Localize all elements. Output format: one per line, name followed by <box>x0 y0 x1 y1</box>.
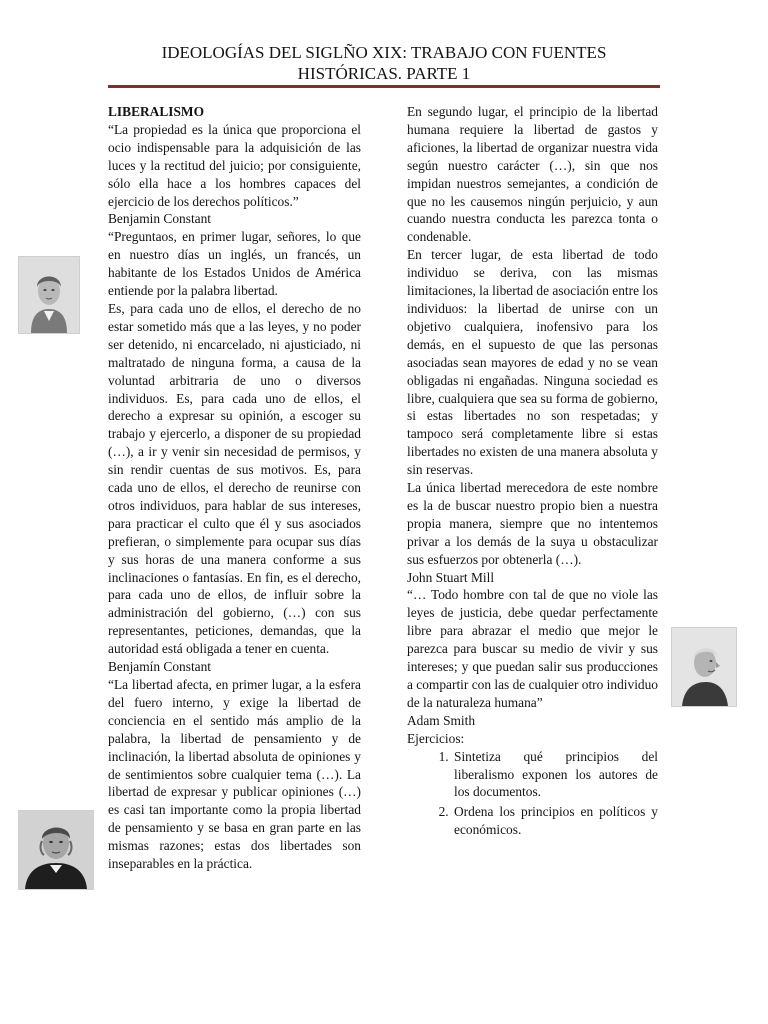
quote-liberty-rights: Es, para cada uno de ellos, el derecho de no estar sometido más que a las leyes, y no poder ser detenido, ni encarcelado, ni ajusticiado, ni maltratado de ninguna forma, a causa de la voluntad arbitraria de uno o diversos individuos. Es, para cada uno de ellos, el derecho a expresar su opinión, a escoger su trabajo y ejercerlo, a disponer de su propiedad (…), a ir y venir sin necesidad de permisos, y sin rendir cuentas de sus motivos. Es, para cada uno de ellos, el derecho de reunirse con otros individuos, para hablar de sus intereses, para practicar el culto que él y sus asociados prefieran, o simplemente para ocupar sus días y sus horas de una manera conforme a sus inclinaciones o fantasías. En fin, es el derecho, para cada uno de ellos, de influir sobre la administración del gobierno, (…) con sus representantes, peticiones, demandas, que la autoridad está obligada a tener en cuenta. <box>108 300 361 657</box>
title-divider <box>108 85 660 88</box>
exercise-item: 1. Sintetiza qué principios del liberalismo exponen los autores de los documentos. <box>452 748 658 802</box>
left-column <box>108 103 361 873</box>
portrait-engraving-icon <box>19 257 79 333</box>
quote-liberty-intro: “Preguntaos, en primer lugar, señores, lo que en nuestro días un inglés, un francés, un habitante de los Estados Unidos de América entiende por la palabra libertad. <box>108 229 361 299</box>
quote-author: John Stuart Mill <box>407 569 495 585</box>
page-title-line-2: HISTÓRICAS. PARTE 1 <box>297 64 471 83</box>
page-title <box>108 42 660 84</box>
portrait-benjamin-constant <box>18 256 80 334</box>
portrait-engraving-icon <box>672 628 736 706</box>
quote-property: “La propiedad es la única que proporciona el ocio indispensable para la adquisición de las luces y la rectitud del juicio; por consiguiente, sólo ella hace a los hombres capaces del ejercicio de los derechos políticos.” <box>108 121 361 209</box>
paragraph-third-principle: En tercer lugar, de esta libertad de todo individuo se deriva, con las mismas limitaciones, la libertad de asociación entre los individuos: la libertad de unirse con un objetivo cualquiera, inofensivo para los demás, en el supuesto de que las personas asociadas sean mayores de edad y no se vean obligadas ni engañadas. Ninguna sociedad es libre, cualquiera que sea su forma de gobierno, si estas libertades no son respetadas; y tampoco será completamente libre si estas libertades no existen de una manera absoluta y sin reservas. <box>407 247 658 478</box>
exercise-item: 2. Ordena los principios en políticos y económicos. <box>452 803 658 839</box>
quote-author: Benjamín Constant <box>108 659 212 675</box>
quote-author: Benjamin Constant <box>108 211 212 227</box>
section-heading: LIBERALISMO <box>108 104 204 119</box>
right-column <box>407 103 658 841</box>
portrait-photo-icon <box>19 811 93 889</box>
quote-liberty-conscience: “La libertad afecta, en primer lugar, a la esfera del fuero interno, y exige la libertad de conciencia en el sentido más amplio de la palabra, la libertad de pensamiento y de inclinación, la libertad absoluta de opiniones y de sentimientos sobre cualquier tema (…). La libertad de expresar y publicar opiniones (…) es casi tan importante como la propia libertad de pensamiento y se basa en gran parte en las mismas razones; estas dos libertades son inseparables en la práctica. <box>108 677 361 872</box>
quote-author: Adam Smith <box>407 712 476 728</box>
exercises-heading: Ejercicios: <box>407 730 465 746</box>
portrait-john-stuart-mill <box>18 810 94 890</box>
page-title-line-1: IDEOLOGÍAS DEL SIGLÑO XIX: TRABAJO CON FUENTES <box>161 43 607 62</box>
quote-smith: “… Todo hombre con tal de que no viole las leyes de justicia, debe quedar perfectamente libre para abrazar el medio que mejor le parezca para buscar su medio de vivir y sus intereses; y que puedan salir sus producciones a compartir con las de cualquier otro individuo de la naturaleza humana” <box>407 587 658 710</box>
paragraph-second-principle: En segundo lugar, el principio de la libertad humana requiere la libertad de gastos y aficiones, la libertad de organizar nuestra vida según nuestro carácter (…), sin que nos impidan nuestros semejantes, a condición de que no les causemos ningún perjuicio, y aun cuando nuestra conducta les parezca tonta o condenable. <box>407 104 658 245</box>
exercises-list <box>407 748 658 840</box>
portrait-adam-smith <box>671 627 737 707</box>
paragraph-only-liberty: La única libertad merecedora de este nombre es la de buscar nuestro propio bien a nuestra propia manera, siempre que no intentemos privar a los demás de la suya u obstaculizar sus esfuerzos por obtenerla (…). <box>407 480 658 567</box>
